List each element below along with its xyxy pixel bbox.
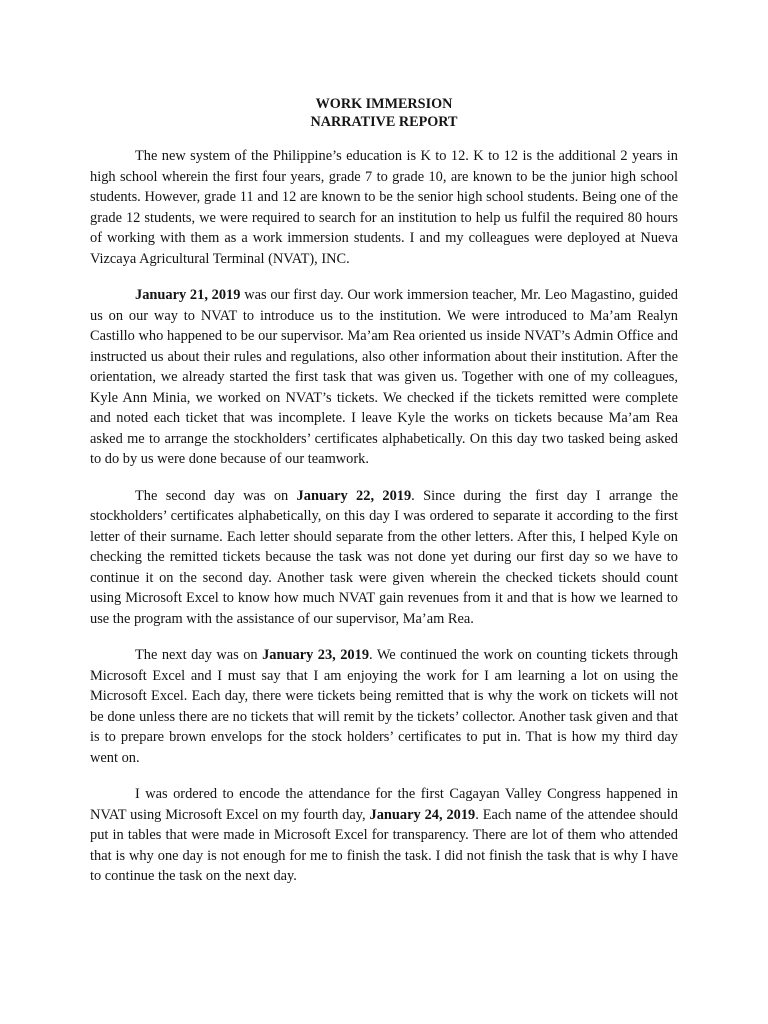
paragraph-text-after: . Since during the first day I arrange the stockholders’ certificates alphabetically, on this day I was ordered to separate it according to the first letter of their surname. Each letter should separate from the other letters. After this, I helped Kyle on checking the remitted tickets because the task was not done yet during our first day so we have to continue it on the second day. Another task were given wherein the checked tickets should count using Microsoft Excel to know how much NVAT gain revenues from it and that is how we learned to use the program with the assistance of our supervisor, Ma’am Rea. [90, 487, 678, 627]
date-label: January 23, 2019 [262, 647, 370, 663]
paragraph-text-before: The next day was on [135, 647, 263, 663]
paragraph-text-after: . Each name of the attendee should put in tables that were made in Microsoft Excel for transparency. There are lot of them who attended that is why one day is not enough for me to finish the task. I did not finish the task that is why I have to continue the task on the next day. [90, 806, 679, 884]
paragraph-day-3 [90, 645, 678, 768]
date-label: January 24, 2019 [369, 806, 476, 823]
paragraph-day-4 [90, 784, 678, 887]
paragraph-text: The new system of the Philippine’s education is K to 12. K to 12 is the additional 2 years in high school wherein the first four years, grade 7 to grade 10, are known to be the junior high school students. However, grade 11 and 12 are known to be the senior high school students. Being one of the grade 12 students, we were required to search for an institution to help us fulfil the required 80 hours of working with them as a work immersion students. I and my colleagues were deployed at Nueva Vizcaya Agricultural Terminal (NVAT), INC. [90, 148, 678, 267]
date-label: January 22, 2019 [296, 487, 412, 504]
paragraph-text-before: I was ordered to encode the attendance for the first Cagayan Valley Congress happened in NVAT using Microsoft Excel on my fourth day, [90, 786, 678, 823]
title-block [0, 95, 768, 131]
paragraph-day-2 [90, 486, 678, 630]
paragraph-text-before: The second day was on [135, 487, 297, 504]
date-label: January 21, 2019 [135, 287, 241, 303]
document-body [90, 146, 678, 903]
paragraph-day-1 [90, 285, 678, 470]
paragraph-text-after: was our first day. Our work immersion teacher, Mr. Leo Magastino, guided us on our way to NVAT to introduce us to the institution. We were introduced to Ma’am Realyn Castillo who happened to be our supervisor. Ma’am Rea oriented us inside NVAT’s Admin Office and instructed us about their rules and regulations, also other information about their institution. After the orientation, we already started the first task that was given us. Together with one of my colleagues, Kyle Ann Minia, we worked on NVAT’s tickets. We checked if the tickets remitted were complete and noted each ticket that was incomplete. I leave Kyle the works on tickets because Ma’am Rea asked me to arrange the stockholders’ certificates alphabetically. On this day two tasked being asked to do by us were done because of our teamwork. [90, 287, 679, 467]
document-title: WORK IMMERSION [315, 96, 453, 112]
document-subtitle: NARRATIVE REPORT [310, 114, 458, 130]
paragraph-text-after: . We continued the work on counting tickets through Microsoft Excel and I must say that I am enjoying the work for I am learning a lot on using the Microsoft Excel. Each day, there were tickets being remitted that is why the work on tickets will not be done unless there are no tickets that will remit by the tickets’ collector. Another task given and that is to prepare brown envelops for the stock holders’ certificates to put in. That is how my third day went on. [90, 647, 679, 766]
paragraph-intro [90, 146, 678, 269]
